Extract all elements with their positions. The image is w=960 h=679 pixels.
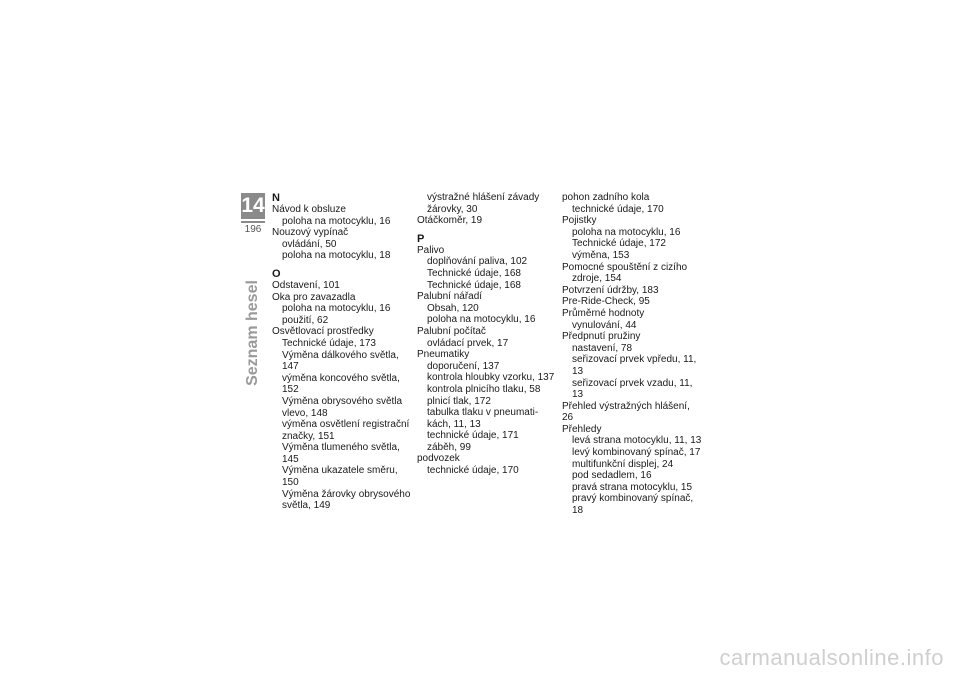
- index-term: podvozek: [417, 453, 460, 465]
- index-term: Nouzový vypínač: [272, 227, 349, 239]
- index-subentry: pod sedadlem, 16: [572, 470, 652, 482]
- index-term: Odstavení, 101: [272, 279, 340, 291]
- index-column-1: [272, 192, 412, 512]
- index-entry: [272, 204, 412, 227]
- index-subentry: Výměna dálkového světla, 147: [282, 349, 399, 373]
- page-number-divider: [241, 221, 265, 223]
- index-subentry: kontrola hloubky vzorku, 137: [427, 372, 555, 384]
- index-subentry: Výměna obrysového světla vlevo, 148: [282, 395, 403, 419]
- index-subentry: poloha na motocyklu, 16: [282, 215, 391, 227]
- index-subentry: poloha na motocyklu, 18: [282, 250, 391, 262]
- index-term: Oka pro zavazadla: [272, 291, 356, 303]
- index-term: Otáčkoměr, 19: [417, 215, 483, 227]
- index-subentry: záběh, 99: [427, 441, 471, 453]
- index-entry: [562, 262, 702, 285]
- index-subentry: technické údaje, 170: [572, 203, 664, 215]
- index-entry: [417, 453, 557, 476]
- index-subentry: poloha na motocyklu, 16: [282, 303, 391, 315]
- watermark: carmanualsonline.info: [719, 645, 944, 670]
- index-entry: [562, 215, 702, 261]
- index-term: Palubní nářadí: [417, 291, 483, 303]
- index-subentry: plnicí tlak, 172: [427, 395, 491, 407]
- index-term: Palubní počítač: [417, 325, 486, 337]
- index-term: Přehledy: [562, 423, 602, 435]
- index-subentry: Obsah, 120: [427, 302, 479, 314]
- index-subentry: levá strana motocyklu, 11, 13: [572, 435, 702, 447]
- index-subentry: Technické údaje, 173: [282, 337, 376, 349]
- index-entry: [562, 192, 702, 215]
- index-subentry: poloha na motocyklu, 16: [572, 226, 681, 238]
- index-subentry: ovládání, 50: [282, 238, 337, 250]
- index-letter-heading: P: [417, 232, 425, 245]
- index-subentry: výstražné hlášení závady žárovky, 30: [427, 192, 540, 215]
- index-column-3: [562, 192, 702, 517]
- index-subentry: ovládací prvek, 17: [427, 337, 509, 349]
- index-term: Předpnutí pružiny: [562, 331, 641, 343]
- index-entry: [562, 308, 702, 331]
- index-subentry: výměna osvětlení registrační značky, 151: [282, 419, 410, 442]
- index-subentry: doporučení, 137: [427, 360, 500, 372]
- index-subentry: nastavení, 78: [572, 342, 633, 354]
- index-entry: [272, 227, 412, 262]
- index-term: Osvětlovací prostředky: [272, 326, 374, 338]
- index-subentry: kontrola plnicího tlaku, 58: [427, 383, 541, 395]
- index-term: Palivo: [417, 244, 445, 256]
- index-subentry: technické údaje, 170: [427, 465, 519, 477]
- index-entry: [562, 285, 702, 297]
- index-entry: [562, 296, 702, 308]
- chapter-number: 14: [241, 194, 265, 217]
- index-subentry: výměna koncového světla, 152: [282, 372, 400, 396]
- index-letter-heading: O: [272, 267, 281, 280]
- index-subentry: výměna, 153: [572, 249, 630, 261]
- index-subentry: tabulka tlaku v pneumati- kách, 11, 13: [427, 407, 539, 430]
- index-subentry: pravý kombinovaný spínač, 18: [572, 493, 694, 517]
- index-column-2: [417, 192, 557, 477]
- index-term: Návod k obsluze: [272, 204, 346, 215]
- index-entry: [272, 326, 412, 512]
- index-subentry: seřizovací prvek vzadu, 11, 13: [572, 377, 693, 401]
- index-entry: [417, 349, 557, 453]
- index-term: pohon zadního kola: [562, 192, 650, 203]
- index-subentry: levý kombinovaný spínač, 17: [572, 447, 701, 459]
- index-subentry: multifunkční displej, 24: [572, 458, 674, 470]
- index-subentry: doplňování paliva, 102: [427, 256, 528, 268]
- index-subentry: Technické údaje, 168: [427, 279, 521, 291]
- index-subentry: poloha na motocyklu, 16: [427, 314, 536, 326]
- index-subentry: pravá strana motocyklu, 15: [572, 481, 693, 493]
- index-entry: [272, 280, 412, 292]
- section-title: Seznam hesel: [244, 280, 261, 386]
- index-subentry: Výměna tlumeného světla, 145: [282, 442, 400, 465]
- index-subentry: seřizovací prvek vpředu, 11, 13: [572, 354, 697, 377]
- index-term: Pomocné spouštění z cizího: [562, 261, 688, 273]
- index-subentry: Technické údaje, 172: [572, 238, 666, 250]
- index-term: Pojistky: [562, 215, 597, 227]
- index-subentry: Výměna ukazatele směru, 150: [282, 465, 398, 489]
- section-title-vertical: [241, 278, 265, 388]
- index-subentry: Technické údaje, 168: [427, 267, 521, 279]
- page-number: 196: [244, 224, 262, 235]
- index-term: Průměrné hodnoty: [562, 307, 645, 319]
- index-entry: [562, 424, 702, 517]
- index-subentry: technické údaje, 171: [427, 430, 519, 442]
- index-entry: [562, 331, 702, 401]
- index-entry: [417, 291, 557, 326]
- index-entry: [417, 215, 557, 227]
- index-subentry: Výměna žárovky obrysového světla, 149: [282, 488, 411, 512]
- index-term: Pre-Ride-Check, 95: [562, 296, 650, 308]
- index-entry: [417, 192, 557, 215]
- index-entry: [562, 401, 702, 424]
- index-subentry: použití, 62: [282, 314, 329, 326]
- index-entry: [417, 326, 557, 349]
- index-term: Přehled výstražných hlášení, 26: [562, 400, 690, 424]
- index-term: Pneumatiky: [417, 349, 470, 361]
- index-entry: [417, 245, 557, 291]
- index-subentry: zdroje, 154: [572, 273, 622, 285]
- index-letter-heading: N: [272, 192, 280, 204]
- index-term: Potvrzení údržby, 183: [562, 284, 659, 296]
- index-subentry: vynulování, 44: [572, 319, 637, 331]
- index-entry: [272, 292, 412, 327]
